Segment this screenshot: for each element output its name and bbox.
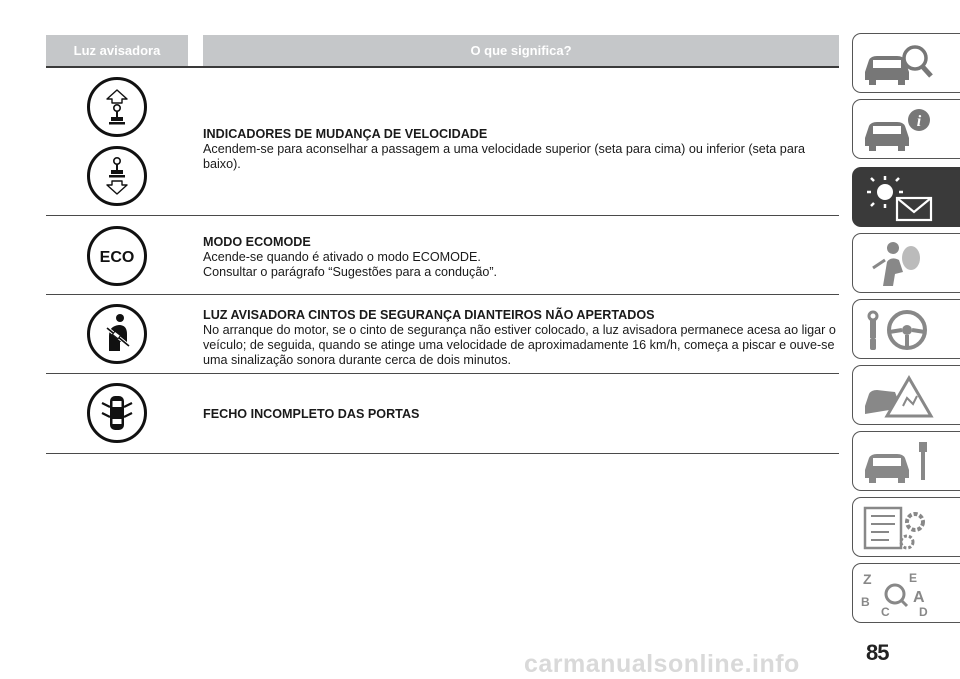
car-accident-warning-icon [859, 370, 937, 422]
page-number: 85 [866, 640, 889, 665]
table-row-ecomode [46, 216, 839, 295]
tab-index[interactable] [852, 563, 960, 623]
header-col-meaning: O que significa? [470, 43, 572, 58]
gear-shift-up-icon [87, 77, 147, 137]
car-wrench-icon [859, 436, 937, 488]
row-description-line: veículo; de seguida, quando se atinge uma velocidade de aproximadamente 16 km/h, começa a piscar e ouve-se [203, 338, 835, 352]
tab-car-info[interactable] [852, 99, 960, 159]
svg-text:E: E [909, 571, 918, 585]
tab-starting-driving[interactable] [852, 299, 960, 359]
eco-icon [87, 226, 147, 286]
warning-light-message-icon [859, 172, 937, 224]
key-steering-wheel-icon [859, 304, 937, 356]
row-description-line: Consultar o parágrafo “Sugestões para a condução”. [203, 265, 498, 279]
gear-shift-down-icon [87, 146, 147, 206]
watermark: carmanualsonline.info [524, 650, 800, 678]
row-title: INDICADORES DE MUDANÇA DE VELOCIDADE [203, 127, 488, 141]
row-description-line: No arranque do motor, se o cinto de segurança não estiver colocado, a luz avisadora permanece acesa ao ligar o [203, 323, 836, 337]
svg-text:B: B [861, 595, 870, 609]
tab-car-search[interactable] [852, 33, 960, 93]
tab-emergency[interactable] [852, 365, 960, 425]
row-description: Acendem-se para aconselhar a passagem a uma velocidade superior (seta para cima) ou inferior (seta para baixo). [203, 142, 806, 171]
tab-warning-lights[interactable] [852, 167, 960, 227]
svg-text:i: i [916, 113, 922, 130]
table-row-seatbelt [46, 295, 839, 374]
specs-gear-icon [859, 502, 937, 554]
car-search-icon [859, 38, 937, 90]
alphabetical-index-icon [859, 568, 937, 620]
svg-text:C: C [881, 605, 890, 619]
svg-text:Z: Z [863, 571, 872, 587]
airbag-person-icon [859, 238, 937, 290]
door-open-icon [87, 383, 147, 443]
row-description-line: uma sinalização sonora durante cerca de dois minutos. [203, 353, 512, 367]
header-col-warning-light: Luz avisadora [73, 43, 161, 58]
table-header [46, 35, 839, 68]
tab-maintenance[interactable] [852, 431, 960, 491]
row-title: LUZ AVISADORA CINTOS DE SEGURANÇA DIANTEIROS NÃO APERTADOS [203, 308, 655, 322]
table-row-gear-shift [46, 68, 839, 216]
tab-safety[interactable] [852, 233, 960, 293]
warning-lights-table [46, 35, 839, 454]
row-description-line: Acende-se quando é ativado o modo ECOMODE. [203, 250, 481, 264]
table-row-doors [46, 374, 839, 454]
seatbelt-icon [87, 304, 147, 364]
car-info-icon [859, 104, 937, 156]
tab-technical-data[interactable] [852, 497, 960, 557]
row-title: FECHO INCOMPLETO DAS PORTAS [203, 407, 420, 421]
eco-icon-label: ECO [99, 249, 135, 266]
svg-text:D: D [919, 605, 928, 619]
row-title: MODO ECOMODE [203, 235, 311, 249]
svg-text:A: A [913, 589, 925, 606]
